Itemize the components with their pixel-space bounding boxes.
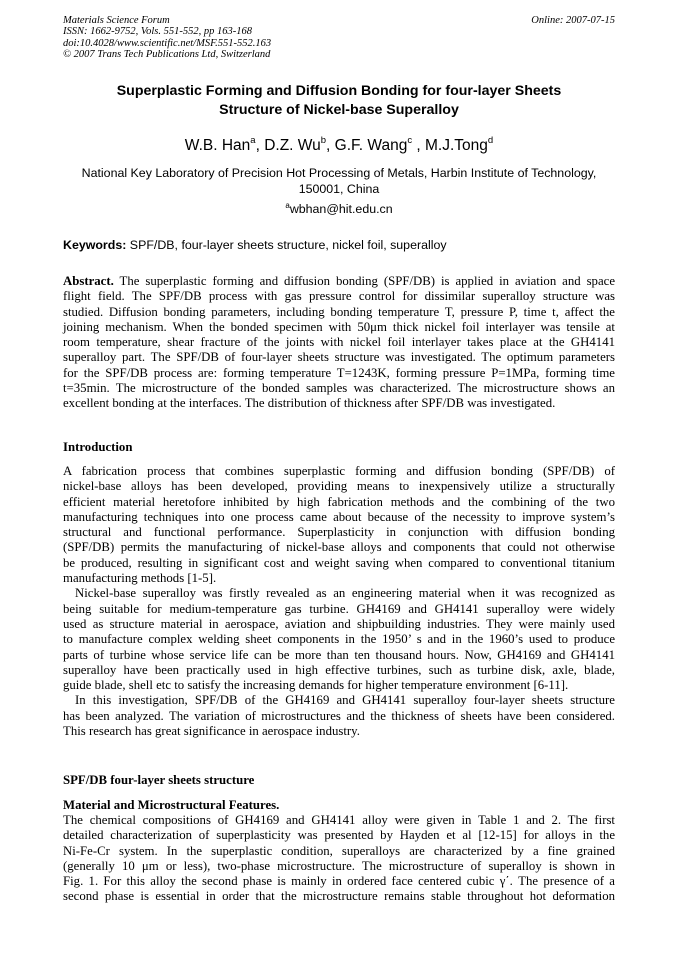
abstract-line: superalloy part. The SPF/DB of four-layer sheets structure was investigated. The optimum parameters [63,350,615,365]
intro-p1-line: manufacturing techniques into one process came about because of the necessity to improve system’s [63,509,615,524]
author-superscript: d [487,135,494,146]
author-name: G.F. Wang [334,137,408,154]
email-superscript: a [285,201,290,210]
author-superscript: b [320,135,327,146]
abstract-line: studied. Diffusion bonding parameters, including bonding temperature T, pressure P, time t, affect the [63,304,615,319]
section-body [63,813,615,905]
keywords [63,237,623,253]
section-p1-line: Ni-Fe-Cr system. In the superplastic condition, superalloys are characterized by a fine grained [63,843,615,858]
intro-p1-line: nickel-base alloys has been developed, providing means to inexpensively utilize a structurally [63,479,615,494]
title-line-1: Superplastic Forming and Diffusion Bonding for four-layer Sheets [116,83,562,99]
subsection-heading: Material and Microstructural Features. [63,798,280,812]
abstract-line: room temperature, shear fracture of the joints with nickel foil interlayer takes place at the GH4141 [63,335,615,350]
affiliation-line-2: 150001, China [298,182,380,196]
keywords-text: SPF/DB, four-layer sheets structure, nickel foil, superalloy [126,238,447,252]
journal-name: Materials Science Forum [63,15,170,26]
intro-p2-line: guide blade, shell etc to satisfy the increasing demands for higher temperature environment [6-11]. [63,678,569,693]
author-superscript: c [407,135,413,146]
author-separator: , [326,137,335,154]
intro-p2-line: superalloy have been practically used in high effective turbines, such as turbine disk, axle, blade, [63,662,615,677]
author-superscript: a [250,135,256,146]
intro-p2-line: to manufacture complex welding sheet components in the 1950’ s and in the 1960’s used to produce [63,632,615,647]
author-name: M.J.Tong [425,137,488,154]
author-name: D.Z. Wu [264,137,321,154]
abstract-line: flight field. The SPF/DB process with gas pressure control for dissimilar superalloy structure was [63,289,615,304]
abstract-label: Abstract. [63,274,114,288]
abstract-line: joining mechanism. When the bonded specimen with 50μm thick nickel foil interlayer was tensile at [63,319,615,334]
intro-p1-line: be produced, resulting in significant cost and weight saving when compared to conventional titanium [63,555,615,570]
introduction-heading: Introduction [63,440,133,454]
author-separator: , [255,137,265,154]
paper-title [63,82,615,119]
section-p1-line: Fig. 1. For this alloy the second phase is mainly in ordered face centered cubic γ΄. The presence of a [63,874,615,889]
author-separator: , [412,137,425,154]
keywords-label: Keywords: [63,238,127,252]
intro-p2-line: parts of turbine whose service life can be more than ten thousand hours. Now, GH4169 and GH4141 [63,647,615,662]
journal-header [63,15,615,61]
online-date: Online: 2007-07-15 [531,15,615,26]
intro-p1-line: A fabrication process that combines superplastic forming and diffusion bonding (SPF/DB) of [63,464,615,478]
intro-p2-line: Nickel-base superalloy was firstly revealed as an engineering material when it was recognized as [75,586,615,601]
author-email [63,201,615,217]
author-name: W.B. Han [184,137,251,154]
affiliation [70,165,608,197]
intro-p3-line: has been analyzed. The variation of microstructures and the thickness of sheets have been considered. [63,708,615,723]
abstract-line: t=35min. The microstructure of the bonded samples was characterized. The microstructure shows an [63,381,615,396]
abstract-line: excellent bonding at the interfaces. The distribution of thickness after SPF/DB was investigated. [63,396,556,411]
section-p1-line: (generally 10 μm or less), two-phase microstructure. The microstructure of superalloy is shown in [63,858,615,873]
email-address: wbhan@hit.edu.cn [289,202,393,216]
intro-p2-line: being suitable for medium-temperature gas turbine. GH4169 and GH4141 superalloy were widely [63,601,615,616]
journal-doi: doi:10.4028/www.scientific.net/MSF.551-552.163 [63,37,272,49]
intro-p3-line: This research has great significance in aerospace industry. [63,724,360,739]
section-p1-line: The chemical compositions of GH4169 and GH4141 alloy were given in Table 1 and 2. The first [63,813,615,827]
intro-p1-line: efficient material heretofore inhibited by high fabrication methods and the combining of the two [63,494,615,509]
section-p1-line: detailed characterization of superplasticity was presented by Hayden et al [12-15] for alloys in the [63,828,615,843]
section-p1-line: second phase is essential in order that the microstructure remains stable throughout hot deformation [63,889,615,904]
abstract [63,274,615,412]
journal-copyright: © 2007 Trans Tech Publications Ltd, Switzerland [63,49,271,61]
introduction-body [63,464,615,739]
intro-p1-line: structural and functional performance. Superplasticity in conjunction with diffusion bonding [63,525,615,540]
author-list [63,136,615,156]
journal-issn: ISSN: 1662-9752, Vols. 551-552, pp 163-168 [63,26,252,38]
intro-p1-line: manufacturing methods [1-5]. [63,571,217,586]
intro-p3-line: In this investigation, SPF/DB of the GH4169 and GH4141 superalloy four-layer sheets structure [75,693,615,708]
abstract-line: Abstract. The superplastic forming and diffusion bonding (SPF/DB) is applied in aviation and space [63,274,615,288]
abstract-line: for the SPF/DB process are: forming temperature T=1243K, forming pressure P=1MPa, forming time [63,365,615,380]
intro-p1-line: (SPF/DB) permits the manufacturing of nickel-base alloys and components that could not otherwise [63,540,615,555]
affiliation-line-1: National Key Laboratory of Precision Hot Processing of Metals, Harbin Institute of Technology, [81,166,597,180]
title-line-2: Structure of Nickel-base Superalloy [219,101,459,118]
intro-p2-line: used as structure material in aerospace, aviation and shipbuilding industries. They were mainly used [63,616,615,631]
section-heading: SPF/DB four-layer sheets structure [63,773,255,787]
